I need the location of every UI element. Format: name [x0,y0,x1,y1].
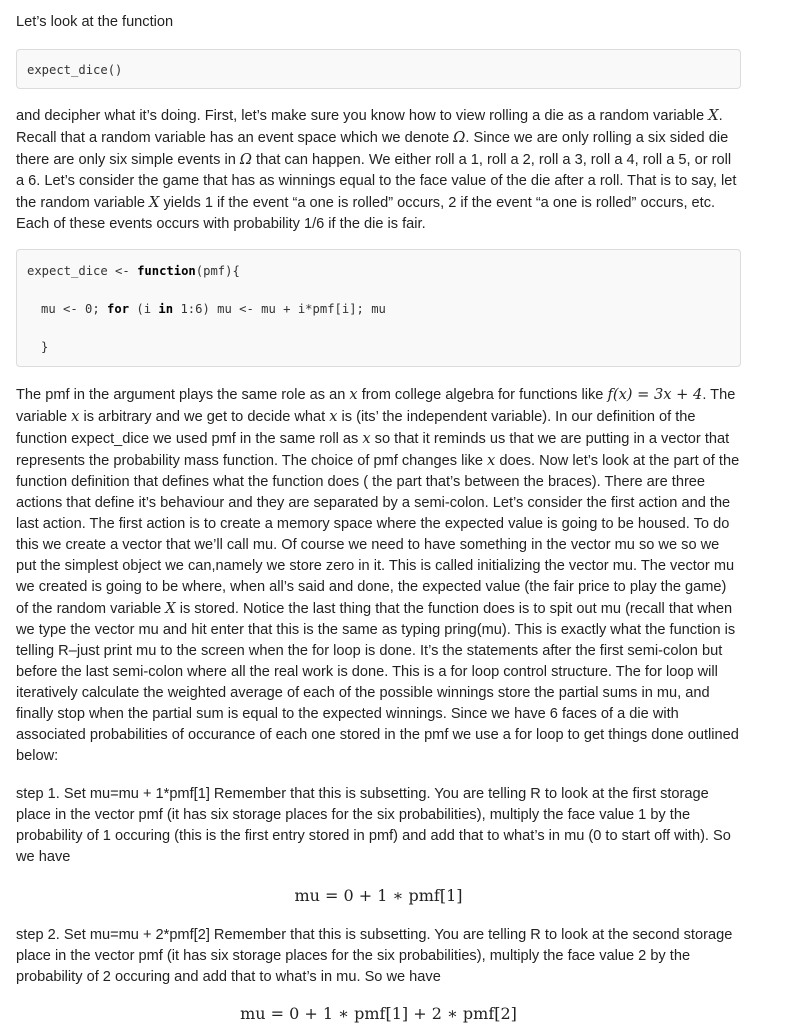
code-text: (i [129,302,159,316]
math-var: x [71,408,80,425]
text-span: . The variable [16,387,736,425]
math-var: Ω [453,129,466,146]
code-block-definition [16,249,741,367]
code-line [27,261,740,299]
code-text: (pmf){ [195,264,240,278]
text-span: The pmf in the argument plays the same role as an [16,387,350,403]
text-span: from college algebra for functions like [357,387,608,403]
step-2-paragraph: step 2. Set mu=mu + 2*pmf[2] Remember that this is subsetting. You are telling R to look at the second storage place in the vector pmf (it has six storage places for the six probabilities), multiply the face value 2 by the probability of 2 occuring and add that to what’s in mu. So we have [16,927,733,985]
code-text: } [41,340,49,354]
code-line: expect_dice() [27,63,123,77]
math-expression: f(x) = 3x + 4 [607,386,703,403]
random-variable-paragraph [16,105,741,235]
code-line [27,299,740,337]
pmf-explanation-paragraph [16,384,741,767]
step-1-paragraph: step 1. Set mu=mu + 1*pmf[1] Remember that this is subsetting. You are telling R to look at the first storage place in the vector pmf (it has six storage places for the six probabilities), multiply the face value 1 by the probability of 1 occuring (this is the first entry stored in pmf) and add that to what’s in mu (0 to start off with). So we have [16,786,731,865]
code-block-call [16,49,741,89]
code-line [27,337,740,375]
equation-step-2: mu = 0 + 1 ∗ pmf[1] + 2 ∗ pmf[2] [240,1004,517,1023]
code-keyword: for [107,302,130,316]
code-text: expect_dice <- [27,264,138,278]
text-span: is (its’ the independent variable). In our definition of the function expect_dice we used pmf in the same roll as [16,409,696,447]
math-var: x [349,386,358,403]
math-var: x [329,408,338,425]
text-span: is stored. Notice the last thing that the function does is to spit out mu (recall that when we type the vector mu and hit enter that this is the same as typing pring(mu). This is exactly what the function is telling R–just print mu to the screen when the for loop is done. It’s the statements after the first semi-colon but before the last semi-colon where all the real work is done. This is a for loop control structure. The for loop will iteratively calculate the weighted average of each of the possible winnings store the partial sums in mu, and finally stop when the partial sum is equal to the expected winnings. Since we have 6 faces of a die with associated probabilities of occurance of each one stored in the pmf we use a for loop to get things done outlined below: [16,601,739,764]
equation-step-1: mu = 0 + 1 ∗ pmf[1] [294,886,463,905]
text-span: does. Now let’s look at the part of the function definition that defines what the function does ( the part that’s between the braces). There are three actions that define it’s behaviour and they are separated by a semi-colon. Let’s consider the first action and the last action. The first action is to create a memory space where the expected value is going to be housed. To do this we create a vector that we’ll call mu. Of course we need to have something in the vector mu so we so we put the simplest object we can,namely we store zero in it. This is called initializing the vector mu. The vector mu we created is going to be where, when all’s said and done, the expected value (the fair price to play the game) of the random variable [16,453,740,617]
code-text: 1:6) mu <- mu + i*pmf[i]; mu [173,302,386,316]
text-span: . Since we are only rolling a six sided die there are only six simple events in [16,130,729,168]
code-keyword: in [158,302,174,316]
intro-paragraph: Let’s look at the function [16,14,174,30]
code-text: mu <- 0; [41,302,108,316]
math-var: X [149,194,160,211]
code-keyword: function [137,264,196,278]
text-span: that can happen. We either roll a 1, roll a 2, roll a 3, roll a 4, roll a 5, or roll a 6. Let’s consider the game that has as winnings equal to the face value of the die after a roll. That is to say, let the random variable [16,152,737,211]
math-var: Ω [239,151,252,168]
text-span: yields 1 if the event “a one is rolled” occurs, 2 if the event “a one is rolled” occurs, etc. Each of these events occurs with probability 1/6 if the die is fair. [16,195,716,232]
text-span: . Recall that a random variable has an event space which we denote [16,108,723,146]
math-var: x [487,452,496,469]
math-var: X [165,600,176,617]
math-var: x [362,430,371,447]
text-span: and decipher what it’s doing. First, let’s make sure you know how to view rolling a die as a random variable [16,108,709,124]
text-span: is arbitrary and we get to decide what [79,409,330,425]
text-span: so that it reminds us that we are putting in a vector that represents the probability mass function. The choice of pmf changes like [16,431,730,469]
math-var: X [708,107,719,124]
